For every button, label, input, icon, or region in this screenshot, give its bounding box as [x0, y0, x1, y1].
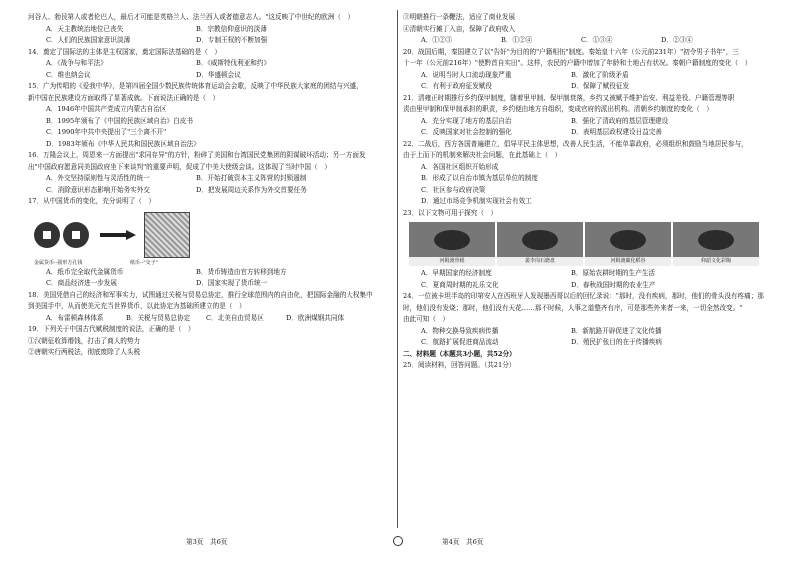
photo-caption: 仰韶文化彩陶: [673, 257, 759, 266]
q19-item-3: ③明朝推行一条鞭法，适应了商业发展: [403, 13, 516, 21]
column-divider: [397, 10, 398, 528]
page-number-right: 第4页 共6页: [442, 538, 484, 546]
q23-stem: 23．以下文物可用于探究（ ）: [403, 208, 498, 217]
q19-options: [403, 35, 765, 47]
q24-stem: 24．一位被卡坦半岛的印第安人在西班牙人发现墨西哥以后的回忆录说："那时，没有疾病，那时，他们的骨头没有疼痛；那: [403, 292, 764, 300]
option-c[interactable]: C．夏商周时期的礼乐文化: [421, 280, 499, 289]
option-b[interactable]: B．《威斯特伐利亚和约》: [196, 59, 271, 67]
q24-stem-3: 由此可知（ ）: [403, 315, 450, 323]
q14-options-2: [28, 70, 390, 82]
q17-stem: 17．从中国货币的变化，充分说明了（ ）: [28, 197, 156, 205]
option-a[interactable]: A．①②③: [421, 36, 453, 44]
photo-caption: 河姆渡骨耜: [409, 257, 495, 266]
option-c[interactable]: C．维也纳会议: [46, 70, 91, 79]
q20-options-2: [403, 81, 765, 93]
q20-stem-2: 十一年（公元前216年）"使黔首自实田"。这样，农民的户籍中增加了年龄和土地占有状况。秦朝户籍制度的变化（ ）: [403, 59, 752, 67]
q19-item-2: ②唐朝实行两税法，彻底废除了人头税: [28, 348, 141, 356]
option-c[interactable]: C．社区参与政府决策: [421, 185, 486, 194]
option-d[interactable]: D．华盛顿会议: [196, 70, 241, 79]
option-b[interactable]: B．原始农耕时期的生产生活: [571, 269, 655, 277]
q24-options: [403, 326, 765, 338]
q16-options-2: [28, 185, 390, 197]
option-c[interactable]: C．消除意识形态影响开始务实外交: [46, 185, 150, 194]
option-d[interactable]: D．通过市场竞争机制实现社会有效工: [421, 197, 532, 205]
option-d[interactable]: D．殖民扩张目的在于传播疾病: [571, 338, 663, 346]
option-c[interactable]: C．有利于政府征发赋役: [421, 82, 492, 90]
option-b[interactable]: B．激化了阶级矛盾: [571, 70, 629, 79]
q15-stem-2: 新中国在民族建设方面取得了显著成就。下面说法正确的是（ ）: [28, 93, 220, 102]
artifact-photo: [585, 222, 671, 266]
option-d[interactable]: D．把发展周边关系作为外交首要任务: [196, 185, 307, 194]
option-a[interactable]: A．早期国家的经济制度: [421, 269, 492, 277]
option-a[interactable]: A．《战争与和平法》: [46, 59, 107, 67]
option-b[interactable]: B．关税与贸易总协定: [126, 313, 191, 322]
option-a[interactable]: A．各国社区组织开始形成: [421, 162, 499, 171]
coin-image: [34, 222, 60, 248]
binding-hole-icon: [393, 536, 403, 546]
q14-stem: 14．奠定了国际法的主体是主权国家，奠定国际法基础的是（ ）: [28, 47, 222, 56]
page-3-column: [28, 12, 390, 522]
option-b[interactable]: B．形成了以自治市镇为基层单位的制度: [421, 174, 538, 182]
option-b[interactable]: B．货币铸造由官方转移到地方: [196, 267, 287, 276]
artifact-photo: [409, 222, 495, 266]
q13-tail: 河谷人、勃艮第人或者伦巴人，最后才可能是英格兰人、法兰西人或者德意志人。"这反映了中世纪的欧洲（ ）: [28, 13, 355, 21]
jiaozi-note-image: [144, 212, 190, 258]
option-b[interactable]: B．开始打破资本主义阵营的封锁遏制: [196, 174, 307, 182]
option-d[interactable]: D．国家实现了货币统一: [196, 279, 268, 287]
q21-options-2: [403, 127, 765, 139]
option-a[interactable]: A．纸币完全取代金属货币: [46, 267, 124, 276]
q21-stem: 21．清雍正时期推行乡约保甲制度，随着里甲制、保甲制衰落，乡约又被赋予维护治安、利益差役、户籍管理等职: [403, 93, 735, 102]
q19-item-4: ④清朝实行摊丁入亩，保障了政府收入: [403, 24, 516, 33]
q24-stem-2: 时，他们没有发烧；那时，他们没有天花……那不时候，人事之道整齐有序，可是那些外来者一来，一切全然改变。": [403, 303, 743, 312]
q22-stem: 22．二战后，西方各国普遍建立，倡导平民主体思想，改善人民生活，不能单靠政府，必须组织和鼓励当地居民参与，: [403, 139, 748, 148]
option-c[interactable]: C．反映国家对社会控制的强化: [421, 128, 512, 136]
artifact-photo: [497, 222, 583, 266]
option-b[interactable]: B．强化了清政府的基层管理建设: [571, 116, 669, 125]
q18-stem: 18．美国凭借自己的经济和军事实力，试图通过关税与贸易总协定，推行全球范围内的自由化，把国际金融的大权集中: [28, 290, 373, 299]
q15-stem: 15．广为传唱的《爱我中华》，是第四届全国少数民族传统体育运动会会歌，反映了中华民族大家庭的团结与兴盛，: [28, 82, 363, 90]
q13-options-2: [28, 35, 390, 47]
q16-stem: 16．万隆会议上，周恩来一方面提出"求同存异"的方针，粉碎了美国和台湾国民党集团的阴谋破坏活动；另一方面发: [28, 151, 366, 159]
coin-image: [63, 222, 89, 248]
section-heading: 二、材料题（本题共3小题，共52分）: [403, 349, 516, 358]
arrow-right-icon: [100, 230, 136, 240]
option-a[interactable]: A．物种交换导致疾病传播: [421, 326, 499, 335]
q19-stem: 19．下列关于中国古代赋税制度的说法，正确的是（ ）: [28, 325, 195, 333]
q24-options-2: [403, 337, 765, 349]
option-d[interactable]: D．表明基层政权建设日益完善: [571, 128, 663, 136]
q19-item-1: ①汉朝征收算缗钱，打击了商人的势力: [28, 336, 141, 345]
option-c[interactable]: C．航路扩展促进商品流动: [421, 338, 499, 346]
caption-note: 纸币--"交子": [130, 259, 158, 266]
option-c[interactable]: C．人们的民族国家意识淡薄: [46, 36, 131, 44]
q18-options: [28, 313, 390, 325]
q17-captions: [34, 260, 390, 267]
option-a[interactable]: A．外交坚持原则性与灵活性的统一: [46, 174, 150, 182]
option-a[interactable]: A．布雷顿森林体系: [46, 313, 104, 322]
option-a[interactable]: A．天主教统治地位已丧失: [46, 24, 124, 33]
q13-options: [28, 24, 390, 36]
q25-stem: 25．阅读材料，回答问题。（共21分）: [403, 361, 516, 369]
option-d[interactable]: D．欧洲煤钢共同体: [286, 313, 345, 322]
option-b[interactable]: B．新航路开辟促进了文化传播: [571, 326, 662, 335]
q17-options: [28, 267, 390, 279]
option-a[interactable]: A．充分实现了地方的基层自治: [421, 116, 512, 125]
option-d[interactable]: D．保障了赋役征发: [571, 82, 630, 90]
q22-stem-2: 由于上而下的机制来解决社会问题，在此基础上（ ）: [403, 151, 562, 159]
q16-stem-2: 出"中国政府愿意同美国政府坐下来谈判"的重要声明，促成了中美大使级会谈。这体现了当时中国（ ）: [28, 162, 331, 171]
option-c[interactable]: C．①③④: [581, 36, 613, 44]
page-4-column: [403, 12, 765, 522]
q20-options: [403, 70, 765, 82]
option-c[interactable]: C．1990年中共中央提出了"三个离不开": [46, 128, 167, 136]
artifact-photo: [673, 222, 759, 266]
option-c[interactable]: C．北美自由贸易区: [206, 313, 264, 322]
option-b[interactable]: B．宗教信仰意识的淡薄: [196, 24, 267, 33]
option-d[interactable]: D．②③④: [661, 36, 693, 44]
q17-figure: [34, 210, 390, 260]
q18-stem-2: 到美国手中，从而使美元充当世界货币，以此协定为基础所建立的是（ ）: [28, 302, 246, 310]
option-b[interactable]: B．①②④: [501, 36, 533, 44]
photo-caption: 裴李岗石磨盘: [497, 257, 583, 266]
q23-options-2: [403, 280, 765, 292]
caption-coin: 金属货币--圆形方孔钱: [34, 259, 83, 266]
option-d[interactable]: D．专制王权的不断加强: [196, 36, 268, 44]
q17-options-2: [28, 278, 390, 290]
option-b[interactable]: B．1995年颁布了《中国的民族区域自治》白皮书: [46, 116, 193, 125]
option-a[interactable]: A．1946年中国共产党成立内蒙古自治区: [46, 105, 167, 113]
page-number-left: 第3页 共6页: [186, 538, 228, 546]
q20-stem: 20．战国后期，秦国建立了以"告奸"为目的的"户籍相伍"制度。秦始皇十六年（公元前231年）"初令男子书年"，三: [403, 47, 739, 56]
q23-options: [403, 268, 765, 280]
option-a[interactable]: A．说明当时人口流动现象严重: [421, 70, 512, 79]
q21-options: [403, 116, 765, 128]
q14-options: [28, 58, 390, 70]
option-d[interactable]: D．春秋战国时期的农业生产: [571, 280, 656, 289]
q23-photo-strip: [409, 222, 765, 266]
photo-caption: 河姆渡碳化稻谷: [585, 257, 671, 266]
q21-stem-2: 责由里甲制和保甲制承担的职责，乡约便由地方自组织，变成官府的派出机构。清朝乡约制度的变化（ ）: [403, 105, 713, 113]
q16-options: [28, 173, 390, 185]
option-d[interactable]: D．1983年颁布《中华人民共和国民族区域自治法》: [46, 139, 200, 148]
option-c[interactable]: C．商品经济进一步发展: [46, 279, 117, 287]
